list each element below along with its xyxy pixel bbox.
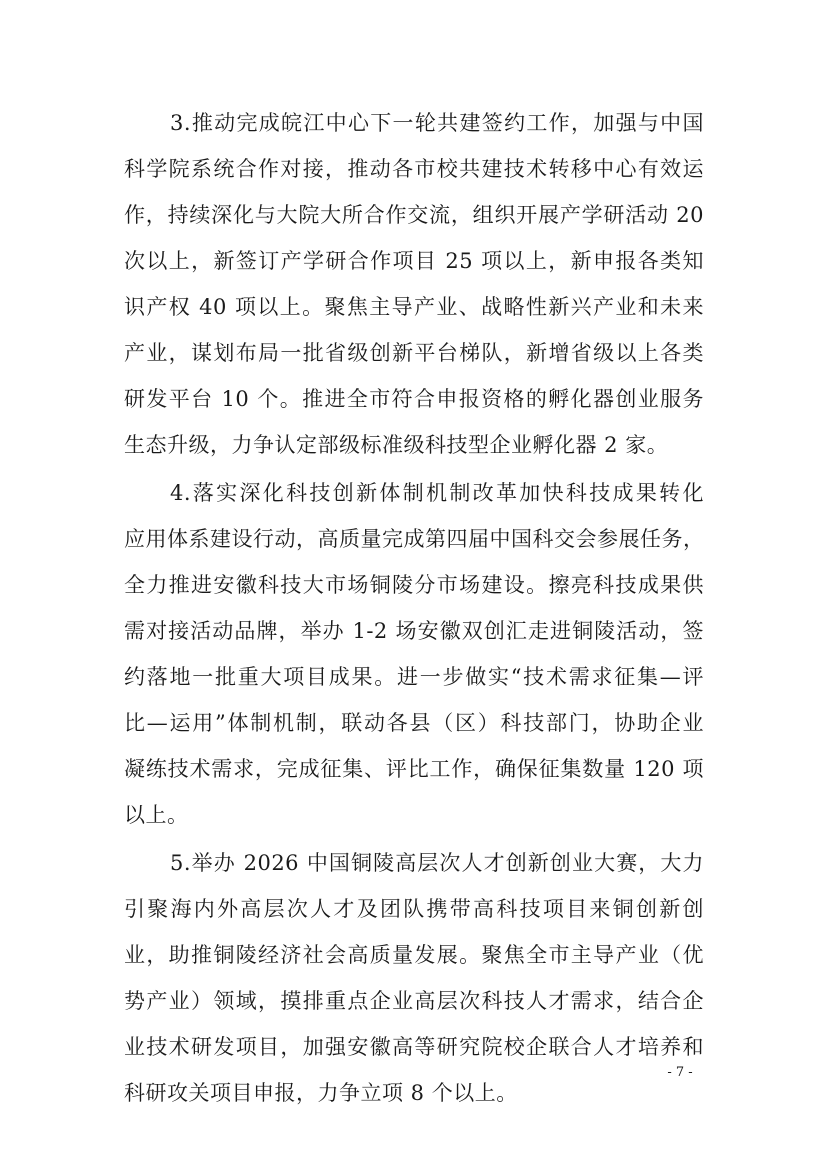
text-line: 次以上，新签订产学研合作项目 25 项以上，新申报各类知 [124,249,704,273]
text-line: 需对接活动品牌，举办 1-2 场安徽双创汇走进铜陵活动，签 [124,619,704,643]
text-line: 应用体系建设行动，高质量完成第四届中国科交会参展任务， [124,527,705,551]
text-line: 研发平台 10 个。推进全市符合申报资格的孵化器创业服务 [124,387,704,411]
text-line: 业技术研发项目，加强安徽高等研究院校企联合人才培养和 [124,1035,704,1059]
text-line: 生态升级，力争认定部级标准级科技型企业孵化器 2 家。 [124,433,669,457]
text-line: 业，助推铜陵经济社会高质量发展。聚焦全市主导产业（优 [124,943,704,967]
text-line: 全力推进安徽科技大市场铜陵分市场建设。擦亮科技成果供 [124,573,704,597]
text-line: 以上。 [124,803,189,827]
text-line: 势产业）领域，摸排重点企业高层次科技人才需求，结合企 [124,989,704,1013]
text-line: 4.落实深化科技创新体制机制改革加快科技成果转化 [170,481,704,505]
text-line: 5.举办 2026 中国铜陵高层次人才创新创业大赛，大力 [170,851,704,875]
text-line: 比—运用”体制机制，联动各县（区）科技部门，协助企业 [124,711,704,735]
text-line: 3.推动完成皖江中心下一轮共建签约工作，加强与中国 [170,111,704,135]
text-line: 约落地一批重大项目成果。进一步做实“技术需求征集—评 [124,665,704,689]
text-line: 凝练技术需求，完成征集、评比工作，确保征集数量 120 项 [124,757,704,781]
page-number: - 7 - [667,1065,693,1080]
text-line: 产业，谋划布局一批省级创新平台梯队，新增省级以上各类 [124,341,704,365]
text-line: 引聚海内外高层次人才及团队携带高科技项目来铜创新创 [124,897,704,921]
text-line: 识产权 40 项以上。聚焦主导产业、战略性新兴产业和未来 [124,295,704,319]
text-line: 科学院系统合作对接，推动各市校共建技术转移中心有效运 [124,157,704,181]
text-line: 科研攻关项目申报，力争立项 8 个以上。 [124,1081,518,1105]
text-line: 作，持续深化与大院大所合作交流，组织开展产学研活动 20 [124,203,704,227]
